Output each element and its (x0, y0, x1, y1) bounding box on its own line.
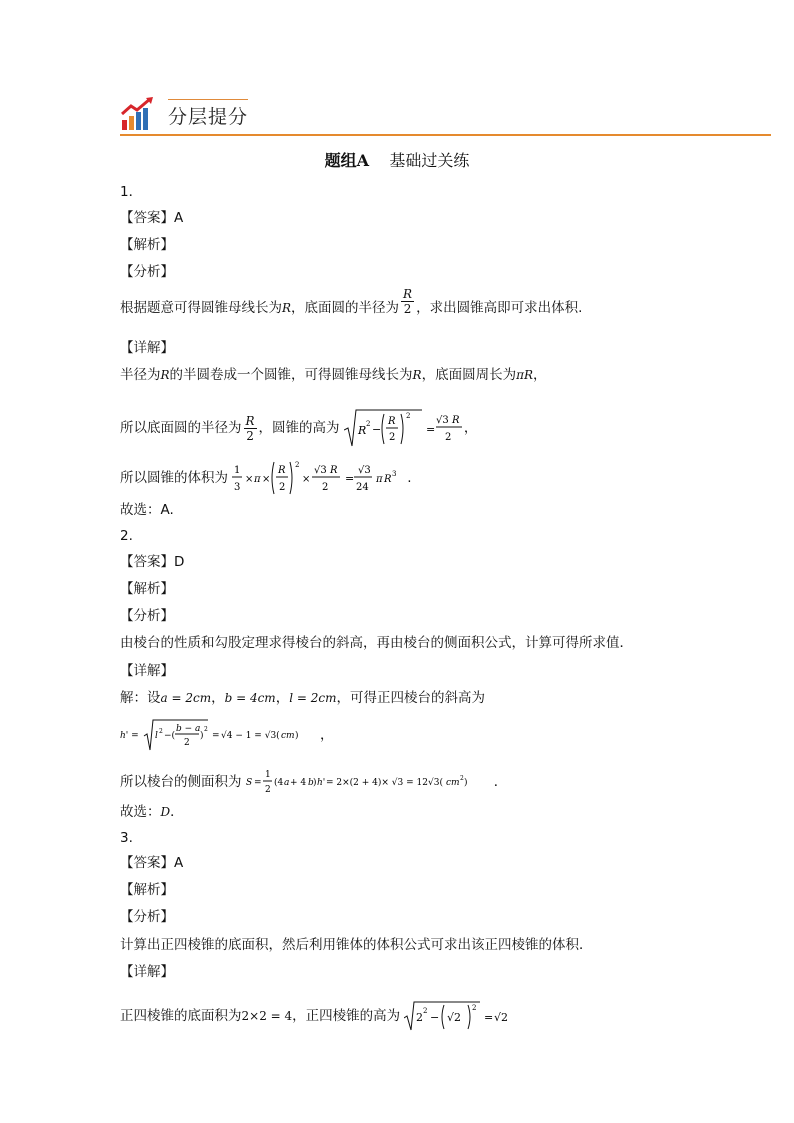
svg-text:R: R (384, 474, 392, 485)
q1-fenxi: 【分析】 (120, 264, 174, 280)
svg-text:2: 2 (295, 461, 300, 469)
q3-number: 3. (120, 830, 133, 846)
svg-text:3: 3 (234, 482, 241, 493)
svg-text:= 2×(2 + 4)× √3 = 12√3(: = 2×(2 + 4)× √3 = 12√3( (325, 778, 443, 788)
q2-jiexi: 【解析】 (120, 581, 174, 597)
svg-text:2: 2 (264, 785, 271, 795)
svg-text:S: S (245, 778, 252, 788)
svg-text:−: − (430, 1011, 440, 1024)
svg-text:2: 2 (388, 432, 396, 443)
svg-text:2: 2 (204, 726, 208, 733)
q1-answer: 【答案】A (120, 210, 184, 226)
q3-xiangjie: 【详解】 (120, 964, 174, 980)
q1-jiexi: 【解析】 (120, 237, 174, 253)
svg-text:cm: cm (445, 778, 460, 788)
q2-detail-1: 解：设a = 2cm，b = 4cm，l = 2cm，可得正四棱台的斜高为 (120, 690, 485, 706)
header-rule (120, 134, 771, 136)
q1-detail-3: 所以圆锥的体积为 1 3 × π × R 2 2 × √3 R 2 = √3 24 π R 3 . (120, 458, 412, 498)
svg-text:=: = (212, 731, 220, 741)
svg-text:24: 24 (356, 482, 370, 493)
svg-text:): ) (200, 731, 204, 741)
growth-chart-logo-icon (120, 96, 156, 132)
svg-text:R: R (330, 465, 338, 476)
svg-text:−: − (371, 423, 382, 436)
q3-jiexi: 【解析】 (120, 882, 174, 898)
svg-text:√2: √2 (494, 1011, 509, 1024)
svg-text:cm: cm (281, 731, 295, 741)
lateral-area-formula (246, 766, 494, 798)
svg-text:=: = (484, 1011, 494, 1024)
svg-text:2: 2 (184, 738, 190, 748)
svg-text:√3: √3 (314, 465, 328, 476)
svg-text:=: = (253, 778, 262, 788)
svg-text:2: 2 (444, 432, 452, 443)
q3-answer: 【答案】A (120, 855, 184, 871)
svg-text:R: R (387, 416, 396, 427)
svg-text:√3: √3 (435, 415, 449, 426)
group-title-a: 题组A (324, 151, 370, 170)
cone-volume-formula (232, 458, 407, 498)
q1-detail-2: 所以底面圆的半径为 $\frac{R}{2}$ ，圆锥的高为 R 2 − R 2 2 = √3 R 2 ， (120, 408, 477, 448)
svg-text:√4 − 1 = √3(: √4 − 1 = √3( (221, 731, 280, 741)
svg-text:π: π (254, 474, 261, 485)
q3-detail-1: 正四棱锥的底面积为2×2 = 4，正四棱锥的高为 2 2 − √2 2 = √2 (120, 1000, 508, 1032)
svg-text:a: a (283, 778, 290, 788)
svg-text:R: R (451, 415, 460, 426)
svg-text:): ) (463, 778, 468, 788)
svg-text:h' =: h' = (120, 731, 139, 741)
svg-text:×: × (245, 474, 254, 485)
svg-text:1: 1 (264, 770, 271, 780)
pyramid-height-formula (404, 1000, 508, 1032)
q2-xiangjie: 【详解】 (120, 663, 174, 679)
svg-text:√2: √2 (447, 1011, 462, 1024)
q3-analysis: 计算出正四棱锥的底面积，然后利用锥体的体积公式可求出该正四棱锥的体积． (120, 937, 593, 953)
svg-text:√3: √3 (358, 465, 372, 476)
q2-detail-3: 所以棱台的侧面积为 S = 1 2 (4 a + 4 b ) h' = 2×(2 + 4)× √3 = 12√3( cm 2 ) ． (120, 766, 507, 798)
svg-text:l: l (155, 731, 158, 741)
svg-text:×: × (262, 474, 271, 485)
q2-fenxi: 【分析】 (120, 608, 174, 624)
cone-height-formula (344, 408, 464, 448)
svg-text:=: = (425, 423, 436, 436)
fraction-R-over-2: $\frac{R}{2}$ (403, 286, 413, 316)
svg-text:): ) (312, 778, 317, 788)
svg-text:R: R (278, 465, 286, 476)
svg-text:2: 2 (423, 1007, 428, 1015)
svg-text:π: π (376, 474, 383, 485)
q1-xiangjie: 【详解】 (120, 340, 174, 356)
q2-number: 2. (120, 528, 133, 544)
svg-text:h': h' (316, 778, 326, 788)
svg-text:1: 1 (234, 465, 241, 476)
q2-answer: 【答案】D (120, 554, 185, 570)
svg-text:+ 4: + 4 (289, 778, 306, 788)
svg-text:b − a: b − a (176, 724, 201, 734)
svg-text:R: R (357, 424, 367, 437)
header-top-rule (168, 99, 248, 100)
svg-text:): ) (295, 731, 299, 741)
svg-text:2: 2 (279, 482, 286, 493)
section-header (120, 96, 771, 136)
q1-analysis: 根据题意可得圆锥母线长为R，底面圆的半径为 $\frac{R}{2}$ ，求出圆锥高即可求出体积. (120, 286, 583, 316)
q2-analysis: 由棱台的性质和勾股定理求得棱台的斜高，再由棱台的侧面积公式，计算可得所求值． (120, 635, 633, 651)
group-title (0, 148, 794, 171)
svg-text:3: 3 (392, 470, 397, 478)
group-title-b: 基础过关练 (389, 151, 470, 170)
svg-text:2: 2 (365, 420, 371, 428)
svg-text:2: 2 (472, 1004, 477, 1012)
q1-detail-1: 半径为R的半圆卷成一个圆锥，可得圆锥母线长为R，底面圆周长为πR， (120, 367, 547, 383)
fraction-R-over-2: $\frac{R}{2}$ (245, 413, 255, 443)
svg-text:=: = (345, 472, 355, 485)
svg-text:×: × (302, 474, 311, 485)
slant-height-formula (120, 718, 320, 752)
q1-number: 1． (120, 184, 143, 200)
q3-fenxi: 【分析】 (120, 909, 174, 925)
svg-text:(4: (4 (273, 778, 284, 788)
section-title: 分层提分 (168, 106, 249, 128)
svg-text:2: 2 (322, 482, 329, 493)
svg-text:2: 2 (416, 1011, 424, 1024)
svg-text:2: 2 (405, 412, 411, 420)
q2-choose: 故选：D． (120, 804, 184, 820)
svg-text:−(: −( (164, 731, 176, 741)
svg-text:2: 2 (459, 775, 464, 782)
q2-detail-2: h' = l 2 −( b − a 2 ) 2 = √4 − 1 = √3( cm ) ， (120, 718, 334, 752)
q1-choose: 故选：A. (120, 502, 174, 518)
svg-text:b: b (307, 778, 314, 788)
svg-text:2: 2 (159, 728, 163, 735)
